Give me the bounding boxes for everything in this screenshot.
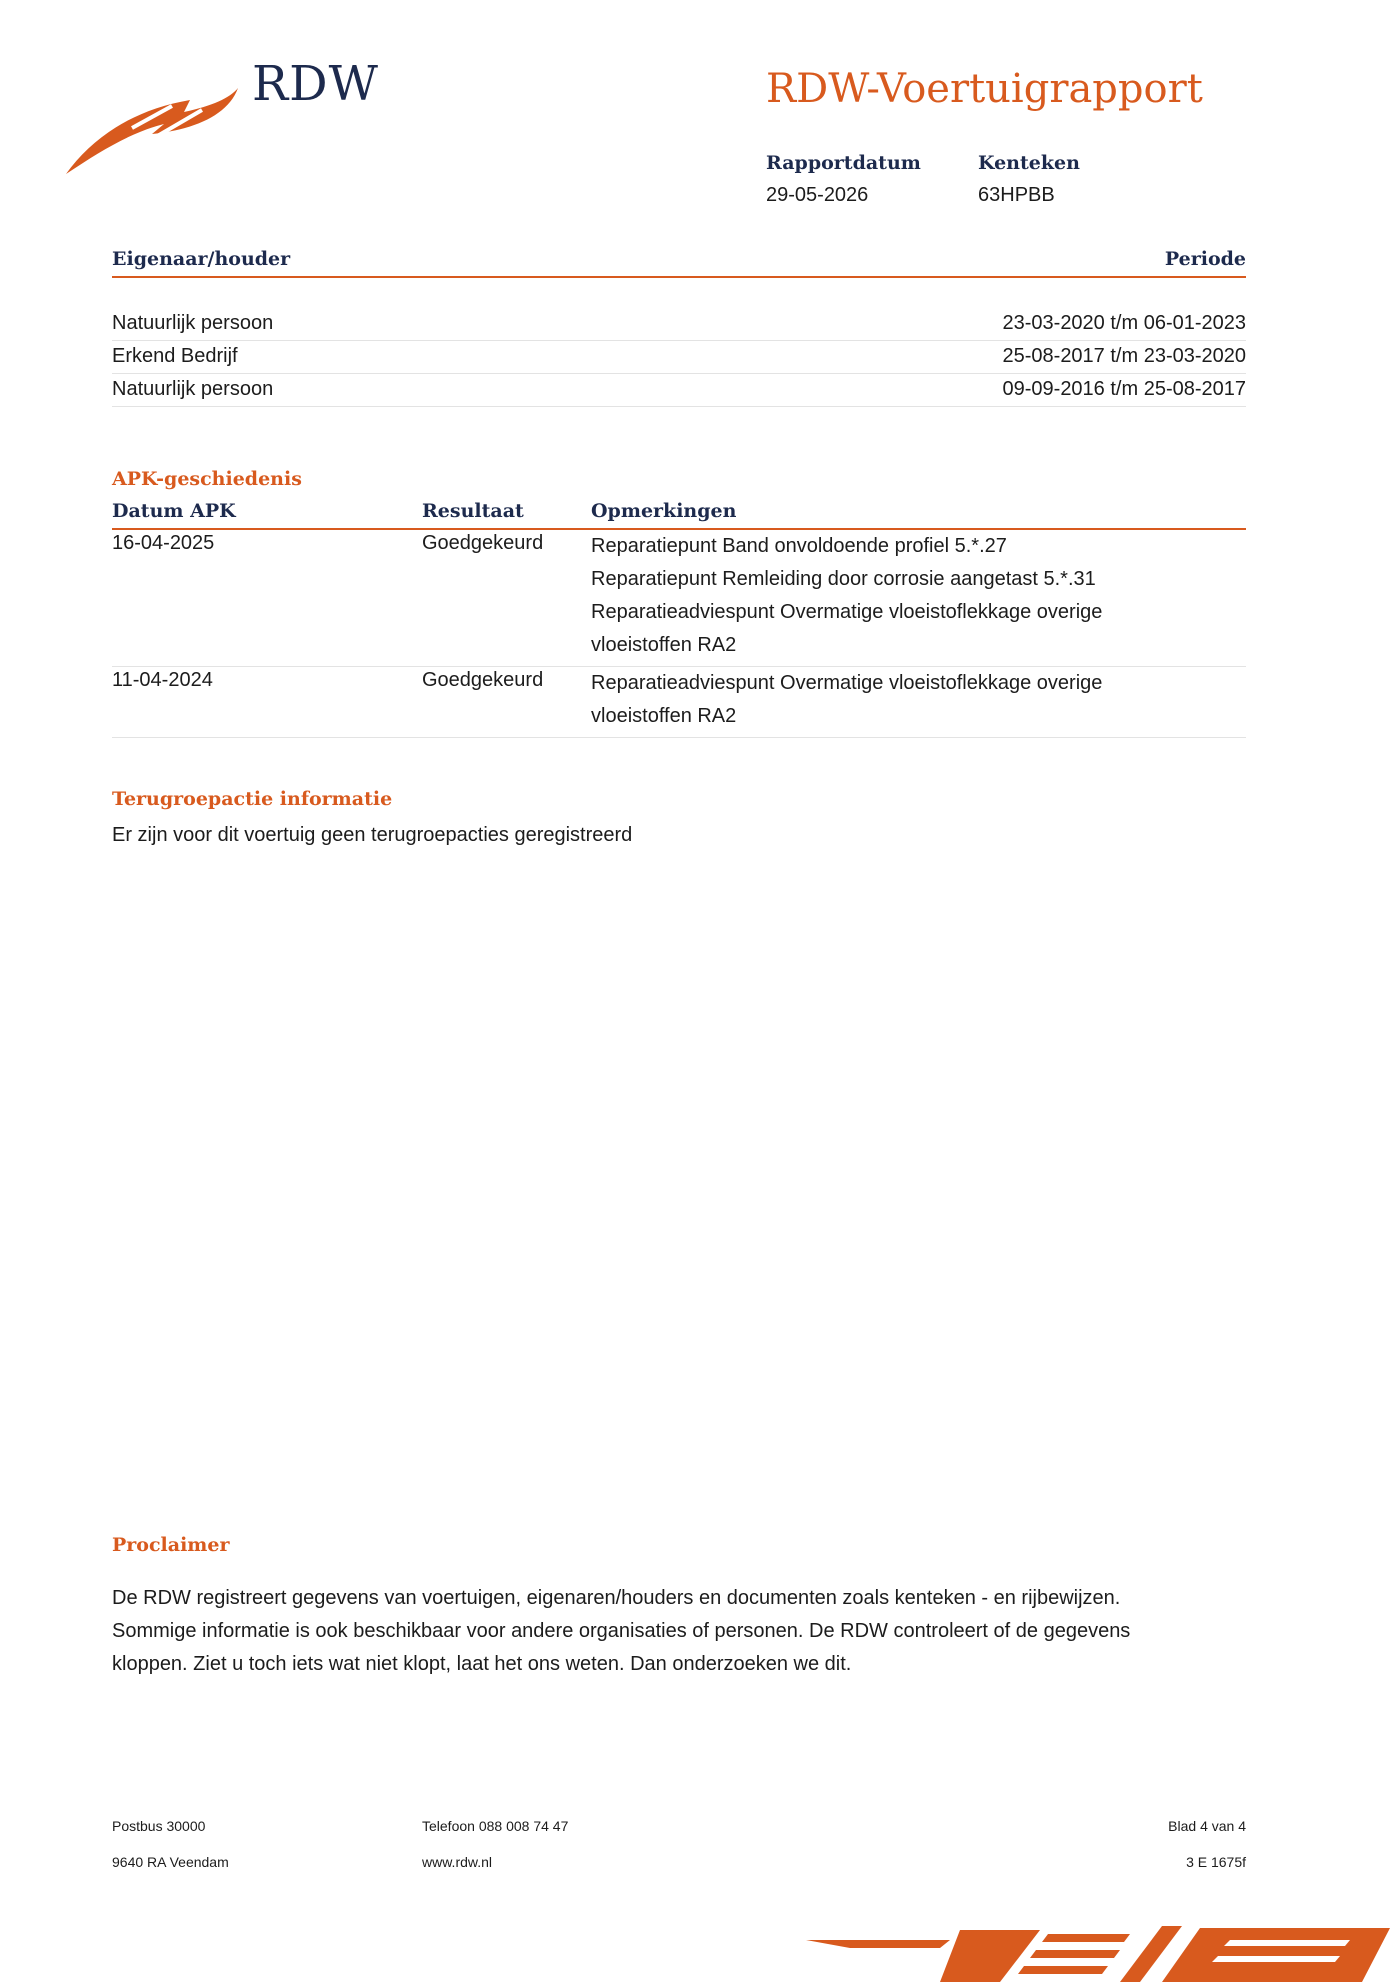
proclaimer-text [112, 1582, 1252, 1681]
period-column-header: Periode [1164, 248, 1246, 270]
owner-period: 23-03-2020 t/m 06-01-2023 [1002, 312, 1246, 334]
footer-address-line1: Postbus 30000 [112, 1818, 206, 1834]
footer-address-line2: 9640 RA Veendam [112, 1854, 229, 1870]
apk-remark: Reparatieadviespunt Overmatige vloeistoflekkage overige [591, 601, 1103, 623]
proclaimer-line: De RDW registreert gegevens van voertuigen, eigenaren/houders en documenten zoals kenteken - en rijbewijzen. [112, 1587, 1121, 1609]
apk-date-column-header: Datum APK [112, 500, 236, 522]
apk-remarks [591, 530, 1246, 662]
report-title: RDW-Voertuigrapport [766, 66, 1203, 112]
recall-section-title: Terugroepactie informatie [112, 788, 393, 810]
recall-text: Er zijn voor dit voertuig geen terugroepacties geregistreerd [112, 824, 633, 846]
apk-header [112, 500, 1246, 530]
footer-page-number: Blad 4 van 4 [1168, 1818, 1246, 1834]
report-date: 29-05-2026 [766, 184, 869, 206]
report-date-label: Rapportdatum [766, 152, 921, 174]
table-row [112, 308, 1246, 341]
apk-section-title: APK-geschiedenis [112, 468, 302, 490]
apk-remark: vloeistoffen RA2 [591, 705, 737, 727]
owner-type: Natuurlijk persoon [112, 312, 274, 334]
logo-text: RDW [252, 56, 379, 112]
owner-type: Erkend Bedrijf [112, 345, 238, 367]
apk-date: 16-04-2025 [112, 532, 215, 554]
owners-header [112, 248, 1246, 278]
table-row [112, 341, 1246, 374]
apk-table [112, 530, 1246, 738]
apk-result: Goedgekeurd [422, 532, 544, 554]
footer-code: 3 E 1675f [1186, 1854, 1246, 1870]
apk-date: 11-04-2024 [112, 669, 213, 691]
owner-column-header: Eigenaar/houder [112, 248, 291, 270]
proclaimer-title: Proclaimer [112, 1534, 230, 1556]
footer-phone: Telefoon 088 008 74 47 [422, 1818, 569, 1834]
proclaimer-line: Sommige informatie is ook beschikbaar voor andere organisaties of personen. De RDW controleert of de gegevens [112, 1620, 1131, 1642]
apk-remark: Reparatiepunt Band onvoldoende profiel 5.*.27 [591, 535, 1007, 557]
apk-remark: Reparatieadviespunt Overmatige vloeistoflekkage overige [591, 672, 1103, 694]
owner-period: 25-08-2017 t/m 23-03-2020 [1002, 345, 1246, 367]
owner-type: Natuurlijk persoon [112, 378, 274, 400]
footer-website[interactable]: www.rdw.nl [422, 1854, 493, 1870]
owner-period: 09-09-2016 t/m 25-08-2017 [1002, 378, 1246, 400]
decorative-stripes-icon [790, 1918, 1400, 1982]
plate-value: 63HPBB [978, 184, 1055, 206]
proclaimer-line: kloppen. Ziet u toch iets wat niet klopt, laat het ons weten. Dan onderzoeken we dit. [112, 1653, 852, 1675]
owners-table [112, 308, 1246, 407]
table-row [112, 530, 1246, 667]
apk-remarks-column-header: Opmerkingen [591, 500, 737, 522]
rdw-logo-icon [62, 58, 242, 178]
plate-label: Kenteken [978, 152, 1080, 174]
table-row [112, 667, 1246, 738]
apk-remark: Reparatiepunt Remleiding door corrosie aangetast 5.*.31 [591, 568, 1096, 590]
apk-remark: vloeistoffen RA2 [591, 634, 737, 656]
table-row [112, 374, 1246, 407]
apk-remarks [591, 667, 1246, 733]
apk-result: Goedgekeurd [422, 669, 544, 691]
apk-result-column-header: Resultaat [422, 500, 524, 522]
